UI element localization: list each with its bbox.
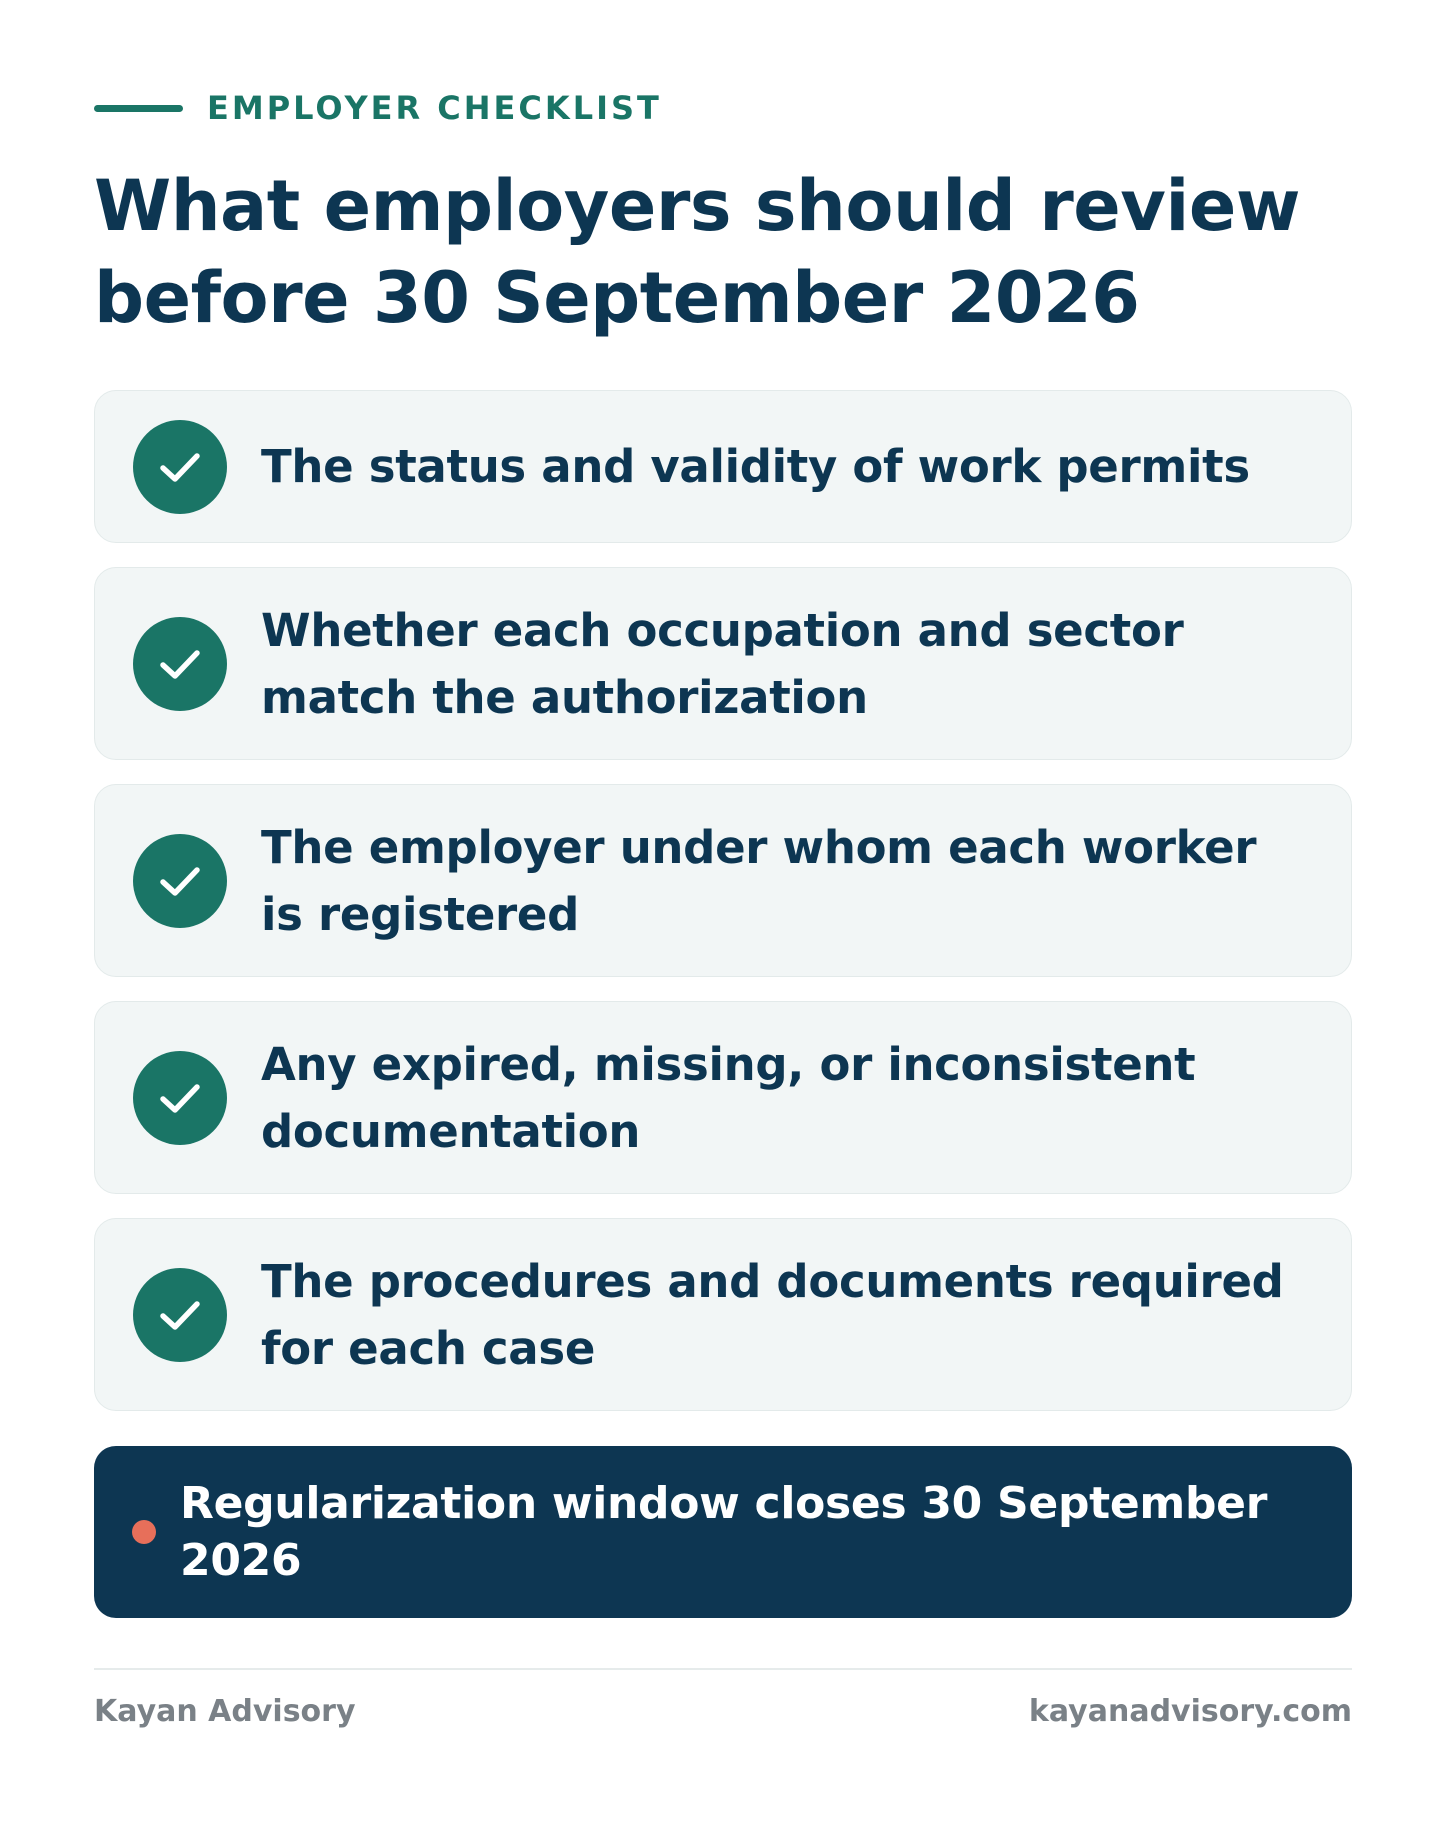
checklist-item-line: The employer under whom each worker xyxy=(261,820,1257,874)
footer xyxy=(94,1694,1352,1729)
checklist-item-line: Any expired, missing, or inconsistent xyxy=(261,1037,1196,1091)
page-title-line-1: What employers should review xyxy=(94,165,1301,247)
checklist-item xyxy=(94,567,1352,760)
footer-brand: Kayan Advisory xyxy=(94,1694,356,1729)
checklist-item-line: is registered xyxy=(261,887,580,941)
deadline-banner-line-2: 2026 xyxy=(180,1535,302,1586)
page-title xyxy=(94,160,1352,344)
deadline-banner xyxy=(94,1446,1352,1618)
checklist-item-line: match the authorization xyxy=(261,670,868,724)
alert-dot-icon xyxy=(132,1520,156,1544)
eyebrow-accent-line xyxy=(94,105,183,112)
checklist-item-line: for each case xyxy=(261,1321,596,1375)
check-circle-icon xyxy=(133,1051,227,1145)
checklist-item xyxy=(94,784,1352,977)
checklist-item-line: documentation xyxy=(261,1104,641,1158)
check-circle-icon xyxy=(133,420,227,514)
checklist-item-text xyxy=(261,814,1256,948)
checklist-item-line: Whether each occupation and sector xyxy=(261,603,1184,657)
checklist-item xyxy=(94,1001,1352,1194)
page-title-line-2: before 30 September 2026 xyxy=(94,257,1140,339)
deadline-banner-text xyxy=(180,1475,1267,1589)
checklist-item xyxy=(94,1218,1352,1411)
check-circle-icon xyxy=(133,1268,227,1362)
checklist-item-line: The status and validity of work permits xyxy=(261,440,1250,493)
eyebrow-label: EMPLOYER CHECKLIST xyxy=(207,89,662,127)
checklist-item-line: The procedures and documents required xyxy=(261,1254,1284,1308)
checklist-item-text xyxy=(261,1031,1195,1165)
deadline-banner-line-1: Regularization window closes 30 September xyxy=(180,1478,1268,1529)
checklist-item-text xyxy=(261,1248,1284,1382)
checklist xyxy=(94,390,1352,1435)
footer-website-link[interactable]: kayanadvisory.com xyxy=(1028,1694,1352,1729)
check-circle-icon xyxy=(133,834,227,928)
checklist-item-text xyxy=(261,433,1250,500)
checklist-item xyxy=(94,390,1352,543)
check-circle-icon xyxy=(133,617,227,711)
eyebrow xyxy=(94,90,662,126)
footer-divider xyxy=(94,1668,1352,1670)
checklist-item-text xyxy=(261,597,1184,731)
